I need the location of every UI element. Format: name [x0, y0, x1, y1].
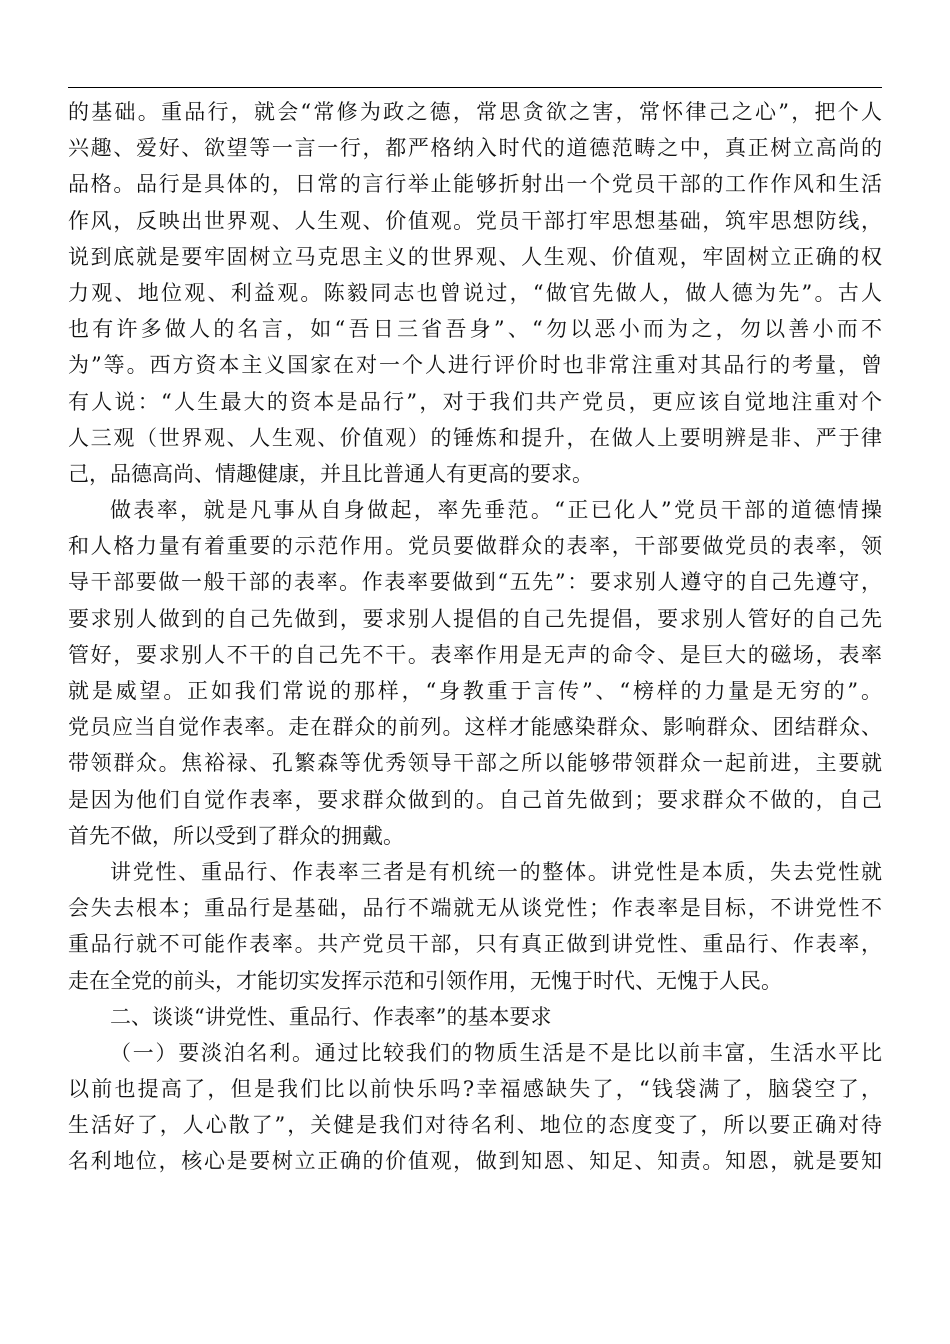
text-line: 做表率，就是凡事从自身做起，率先垂范。“正已化人”党员干部的道德情操 [110, 498, 882, 523]
text-line: 品格。品行是具体的，日常的言行举止能够折射出一个党员干部的工作作风和生活 [68, 172, 882, 197]
text-line: 和人格力量有着重要的示范作用。党员要做群众的表率，干部要做党员的表率，领 [68, 534, 882, 559]
header-rule [68, 87, 882, 88]
text-line: 重品行就不可能作表率。共产党员干部，只有真正做到讲党性、重品行、作表率， [68, 932, 882, 957]
text-line: 为”等。西方资本主义国家在对一个人进行评价时也非常注重对其品行的考量，曾 [68, 353, 882, 378]
paragraph [68, 492, 882, 854]
text-line: 管好，要求别人不干的自己先不干。表率作用是无声的命令、是巨大的磁场，表率 [68, 642, 882, 667]
text-line: 就是威望。正如我们常说的那样，“身教重于言传”、“榜样的力量是无穷的”。 [68, 679, 882, 703]
text-line: 有人说：“人生最大的资本是品行”，对于我们共产党员，更应该自觉地注重对个 [68, 389, 882, 414]
text-line: 人三观（世界观、人生观、价值观）的锤炼和提升，在做人上要明辨是非、严于律 [68, 425, 882, 450]
paragraph [68, 94, 882, 492]
text-line: 兴趣、爱好、欲望等一言一行，都严格纳入时代的道德范畴之中，真正树立高尚的 [68, 136, 882, 161]
text-line: 二、谈谈“讲党性、重品行、作表率”的基本要求 [110, 1004, 552, 1029]
text-line: 生活好了，人心散了”，关健是我们对待名利、地位的态度变了，所以要正确对待 [68, 1113, 882, 1138]
text-line: 是因为他们自觉作表率，要求群众做到的。自己首先做到；要求群众不做的，自己 [68, 787, 882, 812]
text-line: 会失去根本；重品行是基础，品行不端就无从谈党性；作表率是目标，不讲党性不 [68, 896, 882, 921]
text-line: 力观、地位观、利益观。陈毅同志也曾说过，“做官先做人，做人德为先”。古人 [68, 280, 882, 305]
text-line: 党员应当自觉作表率。走在群众的前列。这样才能感染群众、影响群众、团结群众、 [68, 715, 882, 740]
text-line: 己，品德高尚、情趣健康，并且比普通人有更高的要求。 [68, 461, 593, 486]
paragraph [68, 1035, 882, 1180]
text-line: 首先不做，所以受到了群众的拥戴。 [68, 823, 404, 848]
text-line: 走在全党的前头，才能切实发挥示范和引领作用，无愧于时代、无愧于人民。 [68, 968, 782, 993]
text-line: 讲党性、重品行、作表率三者是有机统一的整体。讲党性是本质，失去党性就 [110, 859, 882, 884]
text-line: 名利地位，核心是要树立正确的价值观，做到知恩、知足、知责。知恩，就是要知 [68, 1149, 882, 1174]
text-line: 带领群众。焦裕禄、孔繁森等优秀领导干部之所以能够带领群众一起前进，主要就 [68, 751, 882, 776]
paragraph [68, 854, 882, 999]
text-line: 要求别人做到的自己先做到，要求别人提倡的自己先提倡，要求别人管好的自己先 [68, 606, 882, 631]
text-line: 作风，反映出世界观、人生观、价值观。党员干部打牢思想基础，筑牢思想防线， [68, 208, 882, 233]
body-text [68, 94, 882, 1180]
text-line: 说到底就是要牢固树立马克思主义的世界观、人生观、价值观，牢固树立正确的权 [68, 244, 882, 269]
text-line: 导干部要做一般干部的表率。作表率要做到“五先”：要求别人遵守的自己先遵守， [68, 570, 882, 595]
text-line: （一）要淡泊名利。通过比较我们的物质生活是不是比以前丰富，生活水平比 [110, 1040, 882, 1065]
text-line: 以前也提高了，但是我们比以前快乐吗?幸福感缺失了，“钱袋满了，脑袋空了， [68, 1077, 882, 1102]
text-line: 也有许多做人的名言，如“吾日三省吾身”、“勿以恶小而为之，勿以善小而不 [68, 317, 882, 342]
text-line: 的基础。重品行，就会“常修为政之德，常思贪欲之害，常怀律己之心”，把个人 [68, 100, 882, 124]
paragraph [68, 999, 882, 1035]
